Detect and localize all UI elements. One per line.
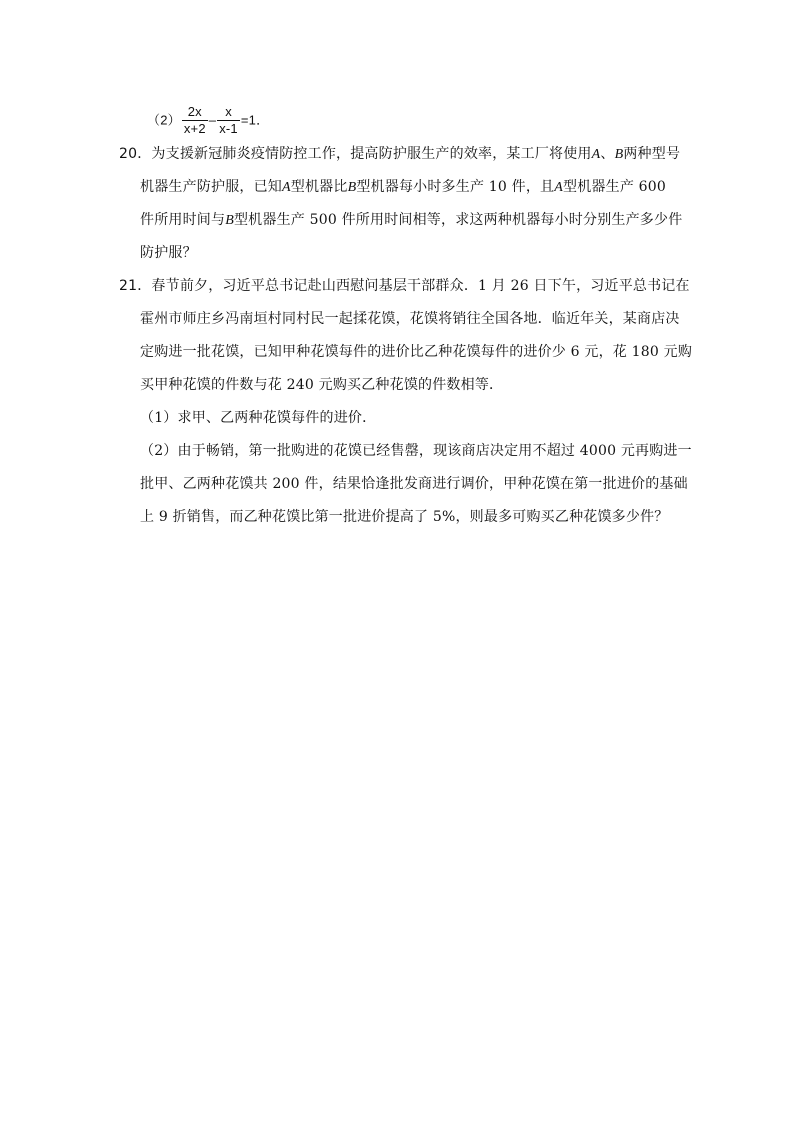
q20-text-2b: 型机器比 xyxy=(290,179,348,195)
q21-line-3 xyxy=(140,342,692,362)
minus-sign: – xyxy=(208,112,217,128)
q20-text-2d: 型机器生产 600 xyxy=(563,179,667,195)
q19-part2-label: （2） xyxy=(147,112,181,128)
separator: 、 xyxy=(600,146,615,162)
q21-line-1 xyxy=(119,276,690,296)
q21-part2-line-2 xyxy=(140,474,688,494)
var-a: A xyxy=(282,180,291,195)
var-a: A xyxy=(591,147,601,162)
q21-number: 21． xyxy=(119,278,152,294)
q21-line-4 xyxy=(140,375,503,395)
q21-part1 xyxy=(140,408,376,428)
q20-text-1b: 两种型号 xyxy=(623,146,681,162)
var-b: B xyxy=(614,147,624,162)
q20-line-4 xyxy=(140,243,197,263)
q20-text-3b: 型机器生产 500 件所用时间相等，求这两种机器每小时分别生产多少件 xyxy=(233,212,683,228)
q21-text-2: 霍州市师庄乡冯南垣村同村民一起揉花馍，花馍将销往全国各地．临近年关，某商店决 xyxy=(140,311,680,327)
q20-line-2 xyxy=(140,177,666,197)
fraction1-denominator: x+2 xyxy=(183,121,206,136)
q20-text-3a: 件所用时间与 xyxy=(140,212,226,228)
q21-line-2 xyxy=(140,309,680,329)
q21-text-4: 买甲种花馍的件数与花 240 元购买乙种花馍的件数相等． xyxy=(140,377,504,393)
q21-part2-text-2: 批甲、乙两种花馍共 200 件，结果恰逢批发商进行调价，甲种花馍在第一批进价的基础 xyxy=(140,476,688,492)
q20-line-1 xyxy=(119,144,680,164)
q21-part2-line-3 xyxy=(140,507,668,527)
q21-text-1: 春节前夕，习近平总书记赴山西慰问基层干部群众．1 月 26 日下午，习近平总书记在 xyxy=(151,278,690,294)
fraction-x-over-x-minus-1 xyxy=(217,104,240,137)
q20-text-2c: 型机器每小时多生产 10 件，且 xyxy=(356,179,555,195)
q21-part2-text-1: （2）由于畅销，第一批购进的花馍已经售罄，现该商店决定用不超过 4000 元再购进一 xyxy=(140,443,692,459)
q21-part1-text: （1）求甲、乙两种花馍每件的进价． xyxy=(140,410,377,426)
var-a: A xyxy=(554,180,564,195)
var-b: B xyxy=(347,180,357,195)
q21-part2-text-3: 上 9 折销售，而乙种花馍比第一批进价提高了 5%，则最多可购买乙种花馍多少件？ xyxy=(140,509,669,525)
q20-text-1a: 为支援新冠肺炎疫情防控工作，提高防护服生产的效率，某工厂将使用 xyxy=(151,146,592,162)
q19-part2-equation xyxy=(147,104,269,136)
fraction1-numerator: 2x xyxy=(187,104,202,119)
equation-rhs: =1． xyxy=(240,112,270,128)
q21-part2-line-1 xyxy=(140,441,692,461)
fraction2-denominator: x-1 xyxy=(219,121,238,136)
fraction2-numerator: x xyxy=(225,104,232,119)
q20-text-2a: 机器生产防护服，已知 xyxy=(140,179,282,195)
q20-line-3 xyxy=(140,210,682,230)
q20-number: 20． xyxy=(119,146,152,162)
q20-text-4: 防护服？ xyxy=(140,245,197,261)
var-b: B xyxy=(225,213,234,228)
q21-text-3: 定购进一批花馍，已知甲种花馍每件的进价比乙种花馍每件的进价少 6 元，花 180 元购 xyxy=(140,344,693,360)
fraction-2x-over-x-plus-2 xyxy=(182,104,208,137)
